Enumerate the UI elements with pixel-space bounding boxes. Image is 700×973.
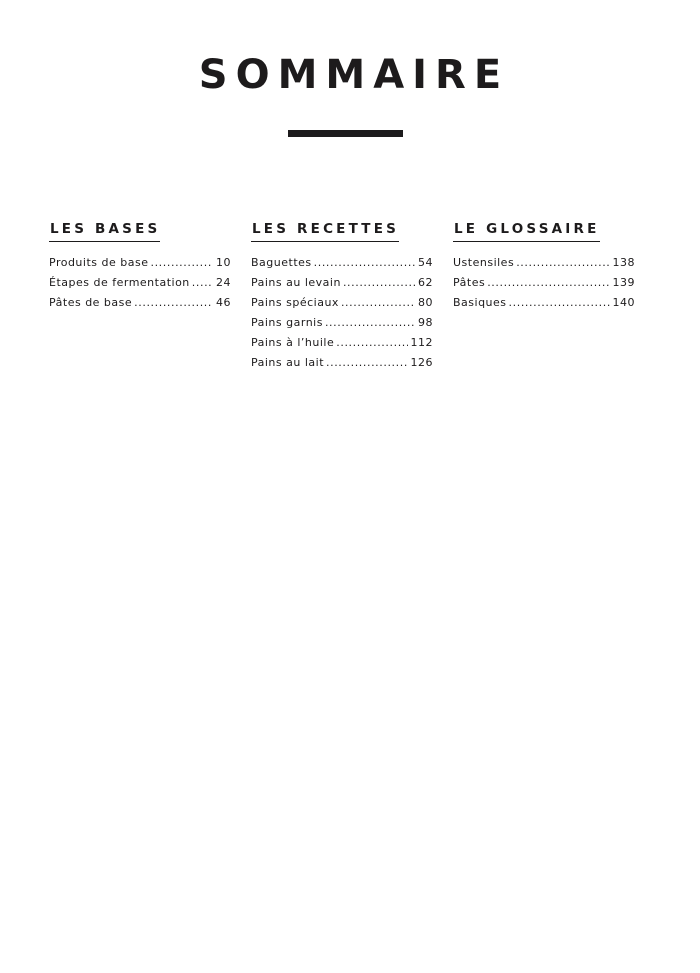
entry-page-number: 98 xyxy=(418,316,433,329)
dot-leader xyxy=(341,294,415,312)
dot-leader xyxy=(509,294,610,312)
dot-leader xyxy=(336,334,407,352)
entry-page-number: 54 xyxy=(418,256,433,269)
toc-entry[interactable] xyxy=(49,254,231,274)
section-heading: LE GLOSSAIRE xyxy=(453,220,600,242)
entry-list xyxy=(453,254,635,314)
toc-entry[interactable] xyxy=(251,354,433,374)
dot-leader xyxy=(150,254,213,272)
entry-label: Baguettes xyxy=(251,256,312,269)
entry-label: Pains au levain xyxy=(251,276,341,289)
dot-leader xyxy=(325,314,415,332)
section-heading: LES BASES xyxy=(49,220,160,242)
entry-label: Étapes de fermentation xyxy=(49,276,190,289)
entry-page-number: 112 xyxy=(410,336,433,349)
entry-page-number: 46 xyxy=(216,296,231,309)
toc-entry[interactable] xyxy=(49,294,231,314)
entry-page-number: 62 xyxy=(418,276,433,289)
toc-entry[interactable] xyxy=(453,274,635,294)
toc-entry[interactable] xyxy=(251,254,433,274)
section-heading: LES RECETTES xyxy=(251,220,399,242)
dot-leader xyxy=(326,354,407,372)
entry-page-number: 126 xyxy=(410,356,433,369)
entry-label: Produits de base xyxy=(49,256,149,269)
entry-page-number: 138 xyxy=(612,256,635,269)
toc-entry[interactable] xyxy=(251,294,433,314)
entry-list xyxy=(49,254,231,314)
dot-leader xyxy=(192,274,213,292)
entry-page-number: 24 xyxy=(216,276,231,289)
section-recettes xyxy=(251,218,433,374)
toc-entry[interactable] xyxy=(49,274,231,294)
dot-leader xyxy=(314,254,415,272)
entry-label: Pains au lait xyxy=(251,356,325,369)
entry-label: Pâtes xyxy=(453,276,486,289)
toc-entry[interactable] xyxy=(251,334,433,354)
entry-page-number: 139 xyxy=(612,276,635,289)
toc-entry[interactable] xyxy=(453,294,635,314)
dot-leader xyxy=(343,274,415,292)
title-underline xyxy=(288,130,403,137)
page-title: SOMMAIRE xyxy=(198,52,510,98)
dot-leader xyxy=(516,254,609,272)
entry-label: Pâtes de base xyxy=(49,296,133,309)
entry-page-number: 140 xyxy=(612,296,635,309)
dot-leader xyxy=(134,294,213,312)
entry-list xyxy=(251,254,433,374)
entry-label: Pains spéciaux xyxy=(251,296,339,309)
entry-page-number: 10 xyxy=(216,256,231,269)
toc-entry[interactable] xyxy=(453,254,635,274)
toc-entry[interactable] xyxy=(251,274,433,294)
toc-entry[interactable] xyxy=(251,314,433,334)
entry-label: Pains garnis xyxy=(251,316,323,329)
entry-page-number: 80 xyxy=(418,296,433,309)
section-bases xyxy=(49,218,231,314)
entry-label: Basiques xyxy=(453,296,507,309)
entry-label: Pains à l’huile xyxy=(251,336,335,349)
entry-label: Ustensiles xyxy=(453,256,515,269)
section-glossaire xyxy=(453,218,635,314)
dot-leader xyxy=(487,274,609,292)
